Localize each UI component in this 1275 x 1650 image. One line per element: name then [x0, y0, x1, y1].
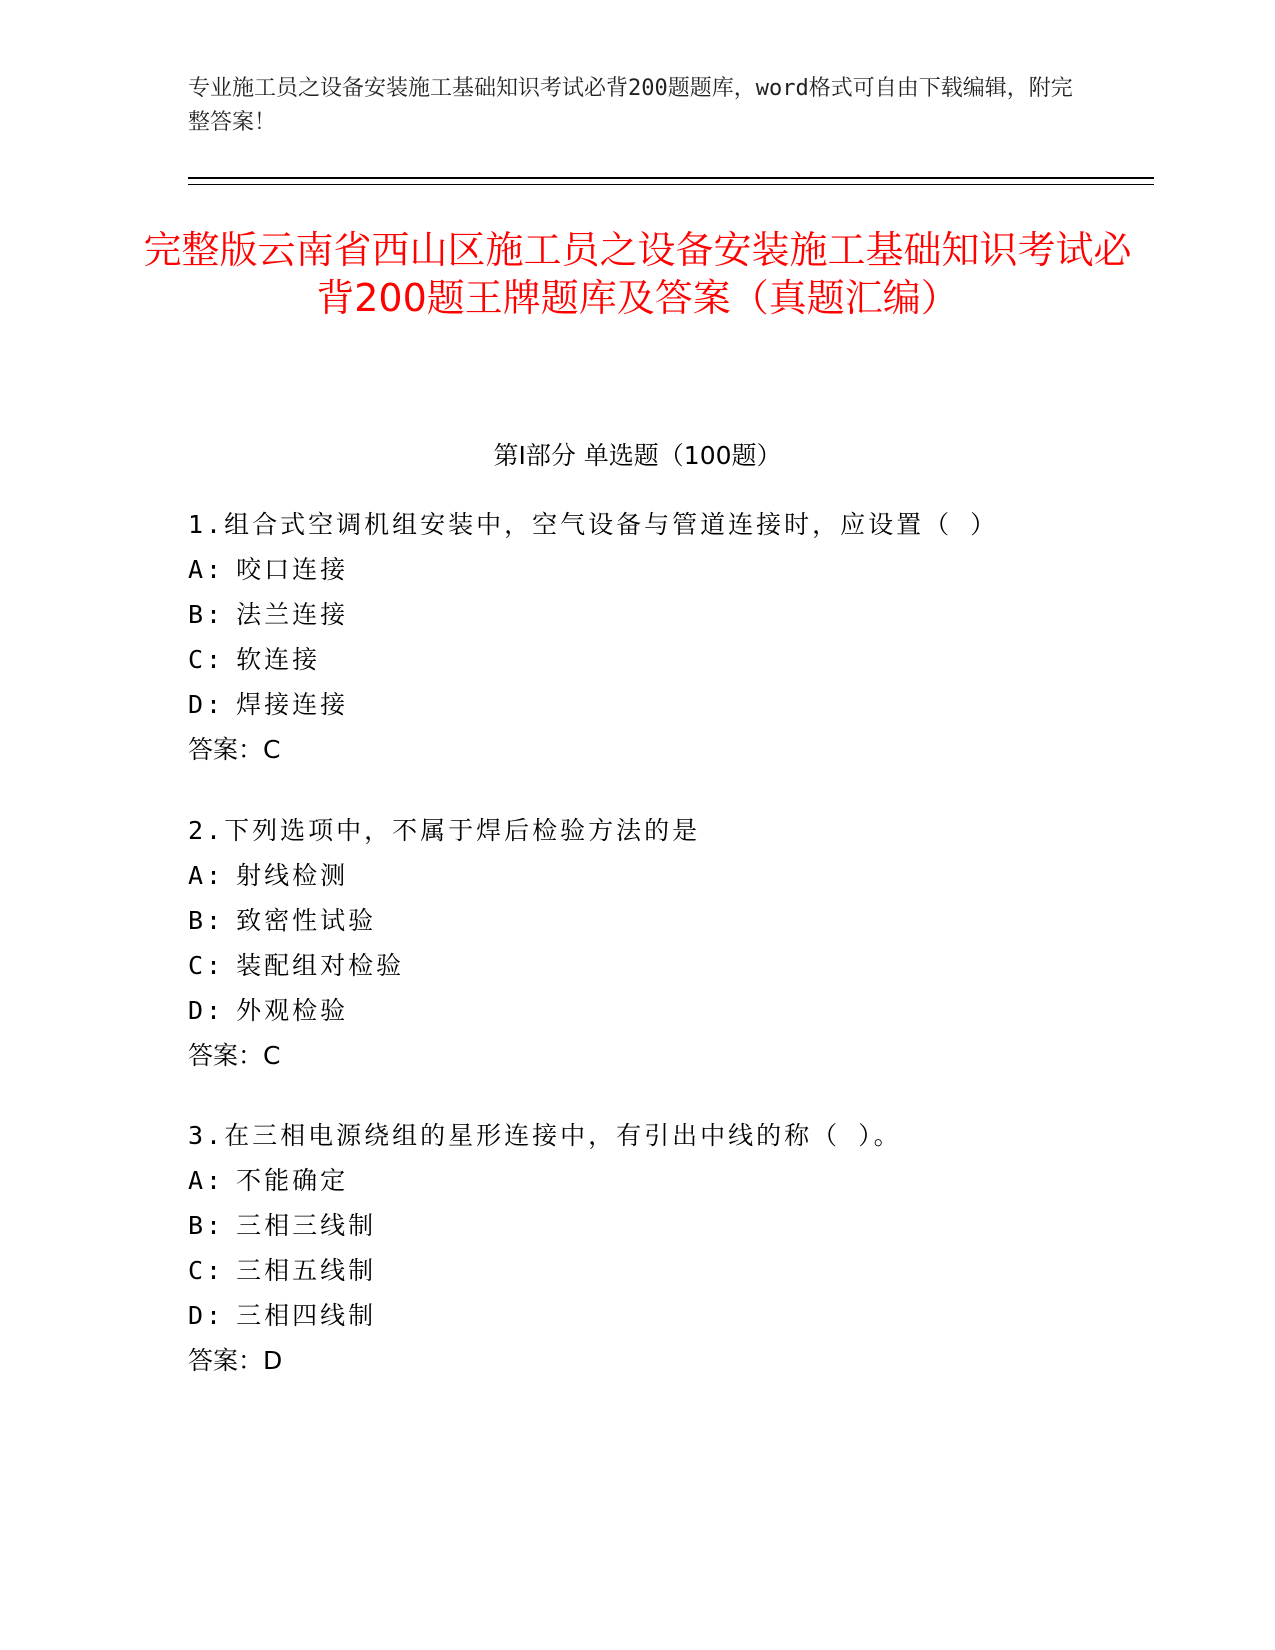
- option-c: [188, 637, 1148, 682]
- question-answer: 答案：C: [188, 735, 281, 764]
- option-key: C:: [188, 1256, 225, 1285]
- option-a: [188, 1158, 1148, 1203]
- option-d: [188, 1293, 1148, 1338]
- question-1: [188, 502, 1148, 772]
- option-key: A:: [188, 861, 225, 890]
- option-key: D:: [188, 690, 225, 719]
- option-text: 软连接: [236, 645, 321, 674]
- option-d: [188, 988, 1148, 1033]
- option-a: [188, 547, 1148, 592]
- option-key: B:: [188, 906, 225, 935]
- option-text: 三相五线制: [236, 1256, 377, 1285]
- option-key: C:: [188, 645, 225, 674]
- option-c: [188, 1248, 1148, 1293]
- option-text: 外观检验: [236, 996, 349, 1025]
- header-rule-thick: [188, 177, 1154, 179]
- option-text: 射线检测: [236, 861, 349, 890]
- option-c: [188, 943, 1148, 988]
- option-text: 焊接连接: [236, 690, 349, 719]
- option-key: A:: [188, 555, 225, 584]
- question-3: [188, 1113, 1148, 1383]
- question-stem: 2.下列选项中，不属于焊后检验方法的是: [188, 816, 701, 845]
- question-stem: 1.组合式空调机组安装中，空气设备与管道连接时，应设置（ ）: [188, 510, 999, 539]
- option-text: 致密性试验: [236, 906, 377, 935]
- option-b: [188, 898, 1148, 943]
- option-text: 三相四线制: [236, 1301, 377, 1330]
- option-key: B:: [188, 1211, 225, 1240]
- option-d: [188, 682, 1148, 727]
- option-b: [188, 592, 1148, 637]
- header-note: 专业施工员之设备安装施工基础知识考试必背200题题库，word格式可自由下载编辑，附完整答案！: [188, 76, 1073, 135]
- question-answer: 答案：C: [188, 1041, 281, 1070]
- option-text: 法兰连接: [236, 600, 349, 629]
- option-key: C:: [188, 951, 225, 980]
- section-title: 第Ⅰ部分 单选题（100题）: [493, 441, 782, 470]
- question-2: [188, 808, 1148, 1078]
- option-key: A:: [188, 1166, 225, 1195]
- option-a: [188, 853, 1148, 898]
- question-answer: 答案：D: [188, 1346, 283, 1375]
- option-key: D:: [188, 996, 225, 1025]
- question-stem: 3.在三相电源绕组的星形连接中，有引出中线的称（ ）。: [188, 1121, 902, 1150]
- option-key: B:: [188, 600, 225, 629]
- option-text: 咬口连接: [236, 555, 349, 584]
- option-b: [188, 1203, 1148, 1248]
- document-title: 完整版云南省西山区施工员之设备安装施工基础知识考试必背200题王牌题库及答案（真题汇编）: [143, 228, 1132, 320]
- option-text: 装配组对检验: [236, 951, 405, 980]
- option-text: 三相三线制: [236, 1211, 377, 1240]
- option-text: 不能确定: [236, 1166, 349, 1195]
- option-key: D:: [188, 1301, 225, 1330]
- header-rule-thin: [188, 184, 1154, 185]
